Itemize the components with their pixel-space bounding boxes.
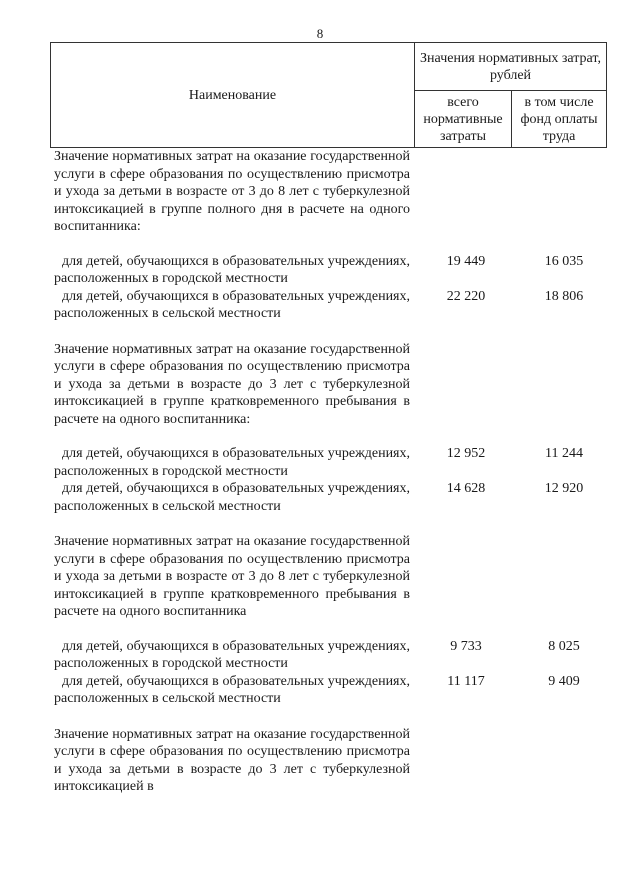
cost-section: [54, 148, 610, 341]
table-row: [54, 638, 610, 673]
row-wage-fund: 8 025: [548, 638, 580, 654]
row-total-cost: 9 733: [450, 638, 482, 654]
row-wage-fund: 11 244: [545, 446, 583, 461]
table-row: [54, 480, 610, 515]
row-label: для детей, обучающихся в образовательных учреждениях, расположенных в сельской местности: [54, 673, 410, 706]
section-description: Значение нормативных затрат на оказание государственной услуги в сфере образования по осуществлению присмотра и ухода за детьми в возрасте от 3 до 8 лет с туберкулезной интоксикацией в группе кратковременного пребывания в расчете на одного воспитанника: [54, 534, 410, 619]
row-label: для детей, обучающихся в образовательных учреждениях, расположенных в сельской местности: [54, 481, 410, 514]
table-row: [54, 445, 610, 480]
section-description: Значение нормативных затрат на оказание государственной услуги в сфере образования по осуществлению присмотра и ухода за детьми в возрасте до 3 лет с туберкулезной интоксикацией в группе кратковременного пребывания в расчете на одного воспитанника:: [54, 341, 410, 427]
row-label: для детей, обучающихся в образовательных учреждениях, расположенных в городской местности: [54, 446, 410, 479]
cost-section: [54, 533, 610, 726]
row-wage-fund: 18 806: [544, 288, 584, 304]
table-row: [54, 288, 610, 323]
column-header-total: всего нормативные затраты: [415, 91, 512, 148]
row-label: для детей, обучающихся в образовательных учреждениях, расположенных в городской местности: [54, 253, 410, 286]
row-wage-fund: 16 035: [544, 253, 584, 269]
row-total-cost: 12 952: [446, 446, 486, 461]
row-label: для детей, обучающихся в образовательных учреждениях, расположенных в сельской местности: [54, 288, 410, 321]
table-row: [54, 673, 610, 708]
table-row: [54, 253, 610, 288]
row-wage-fund: 9 409: [548, 673, 580, 689]
table-body: [54, 148, 610, 796]
row-total-cost: 14 628: [446, 481, 486, 496]
cost-section: [54, 726, 610, 796]
section-description: Значение нормативных затрат на оказание государственной услуги в сфере образования по осуществлению присмотра и ухода за детьми в возрасте до 3 лет с туберкулезной интоксикацией в: [54, 726, 410, 794]
table-header: [50, 42, 607, 148]
row-label: для детей, обучающихся в образовательных учреждениях, расположенных в городской местности: [54, 638, 410, 671]
section-description: Значение нормативных затрат на оказание государственной услуги в сфере образования по осуществлению присмотра и ухода за детьми в возрасте от 3 до 8 лет с туберкулезной интоксикацией в группе полного дня в расчете на одного воспитанника:: [54, 149, 410, 234]
row-wage-fund: 12 920: [544, 481, 584, 496]
column-header-wage: в том числе фонд оплаты труда: [512, 91, 607, 148]
column-header-cost-group: Значения нормативных затрат, рублей: [415, 43, 607, 91]
row-total-cost: 22 220: [446, 288, 486, 304]
column-header-name: Наименование: [51, 43, 415, 148]
row-total-cost: 11 117: [447, 673, 485, 689]
row-total-cost: 19 449: [446, 253, 486, 269]
cost-section: [54, 341, 610, 534]
page-number: 8: [316, 26, 324, 41]
